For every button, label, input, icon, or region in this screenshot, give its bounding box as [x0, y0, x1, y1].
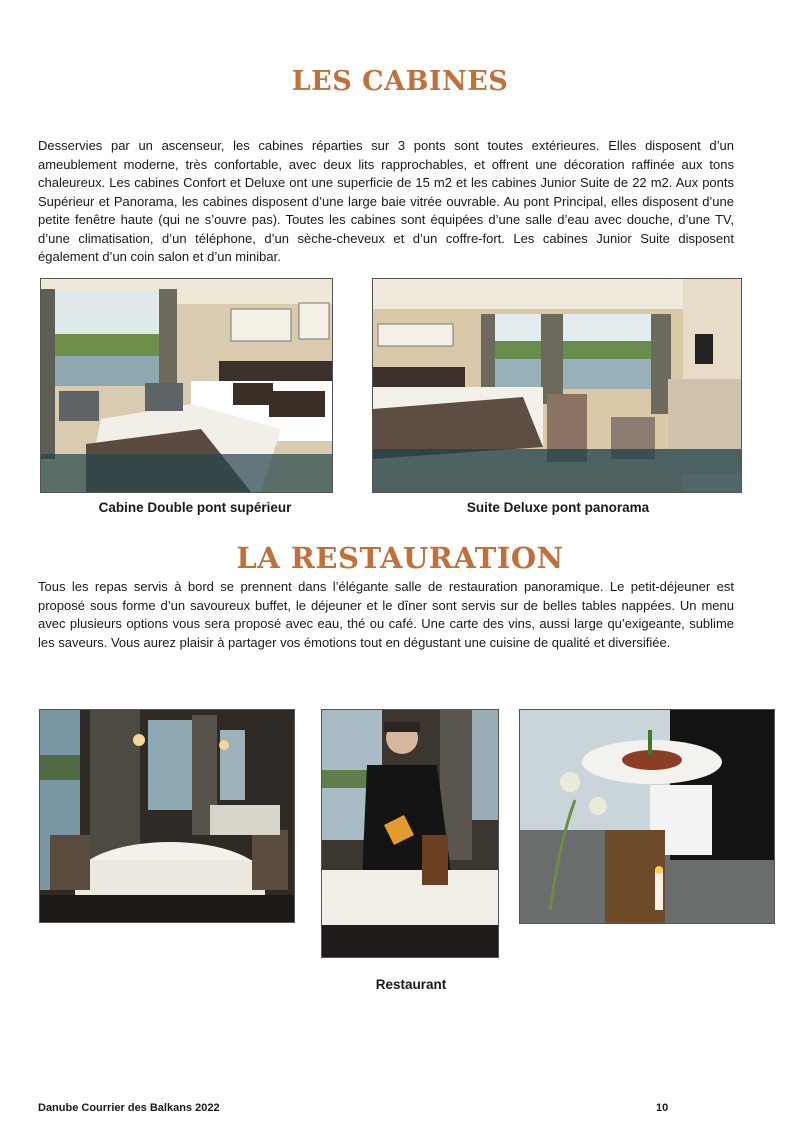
plated-dish-photo: [519, 709, 775, 924]
section-title-cabines: LES CABINES: [291, 66, 509, 97]
waiter-photo: [321, 709, 499, 958]
section-title-restauration: LA RESTAURATION: [236, 541, 564, 575]
caption-restaurant: Restaurant: [375, 977, 447, 992]
suite-deluxe-photo: [372, 278, 742, 493]
caption-cabin-double: Cabine Double pont supérieur: [98, 500, 292, 515]
cabin-double-photo: [40, 278, 333, 493]
cabines-paragraph: Desservies par un ascenseur, les cabines réparties sur 3 ponts sont toutes extérieures. Elles disposent d’un ameublement moderne, très confortable, avec deux lits rapprochables, et offrent une décoration raffinée aux tons chaleureux. Les cabines Confort et Deluxe ont une superficie de 15 m2 et les cabines Junior Suite de 22 m2. Aux ponts Supérieur et Panorama, les cabines disposent d’une large baie vitrée ouvrable. Au pont Principal, elles disposent d’une petite fenêtre haute (qui ne s’ouvre pas). Toutes les cabines sont équipées d’une salle d’eau avec douche, d’une TV, d’une climatisation, d’un téléphone, d’un sèche-cheveux et d’un coffre-fort. Les cabines Junior Suite disposent également d’un coin salon et d’un minibar.: [38, 138, 734, 264]
footer-page-number: 10: [656, 1102, 669, 1114]
caption-suite-deluxe: Suite Deluxe pont panorama: [466, 500, 650, 515]
footer-publication: Danube Courrier des Balkans 2022: [38, 1102, 220, 1114]
dining-room-photo: [39, 709, 295, 923]
restauration-paragraph: Tous les repas servis à bord se prennent dans l’élégante salle de restauration panoramique. Le petit-déjeuner est proposé sous forme d’un savoureux buffet, le déjeuner et le dîner sont servis sur de belles tables nappées. Un menu avec plusieurs options vous sera proposé avec eau, thé ou café. Une carte des vins, aussi large qu’exigeante, sublime les saveurs. Vous aurez plaisir à partager vos émotions tout en dégustant une cuisine de qualité et diversifiée.: [38, 579, 734, 650]
